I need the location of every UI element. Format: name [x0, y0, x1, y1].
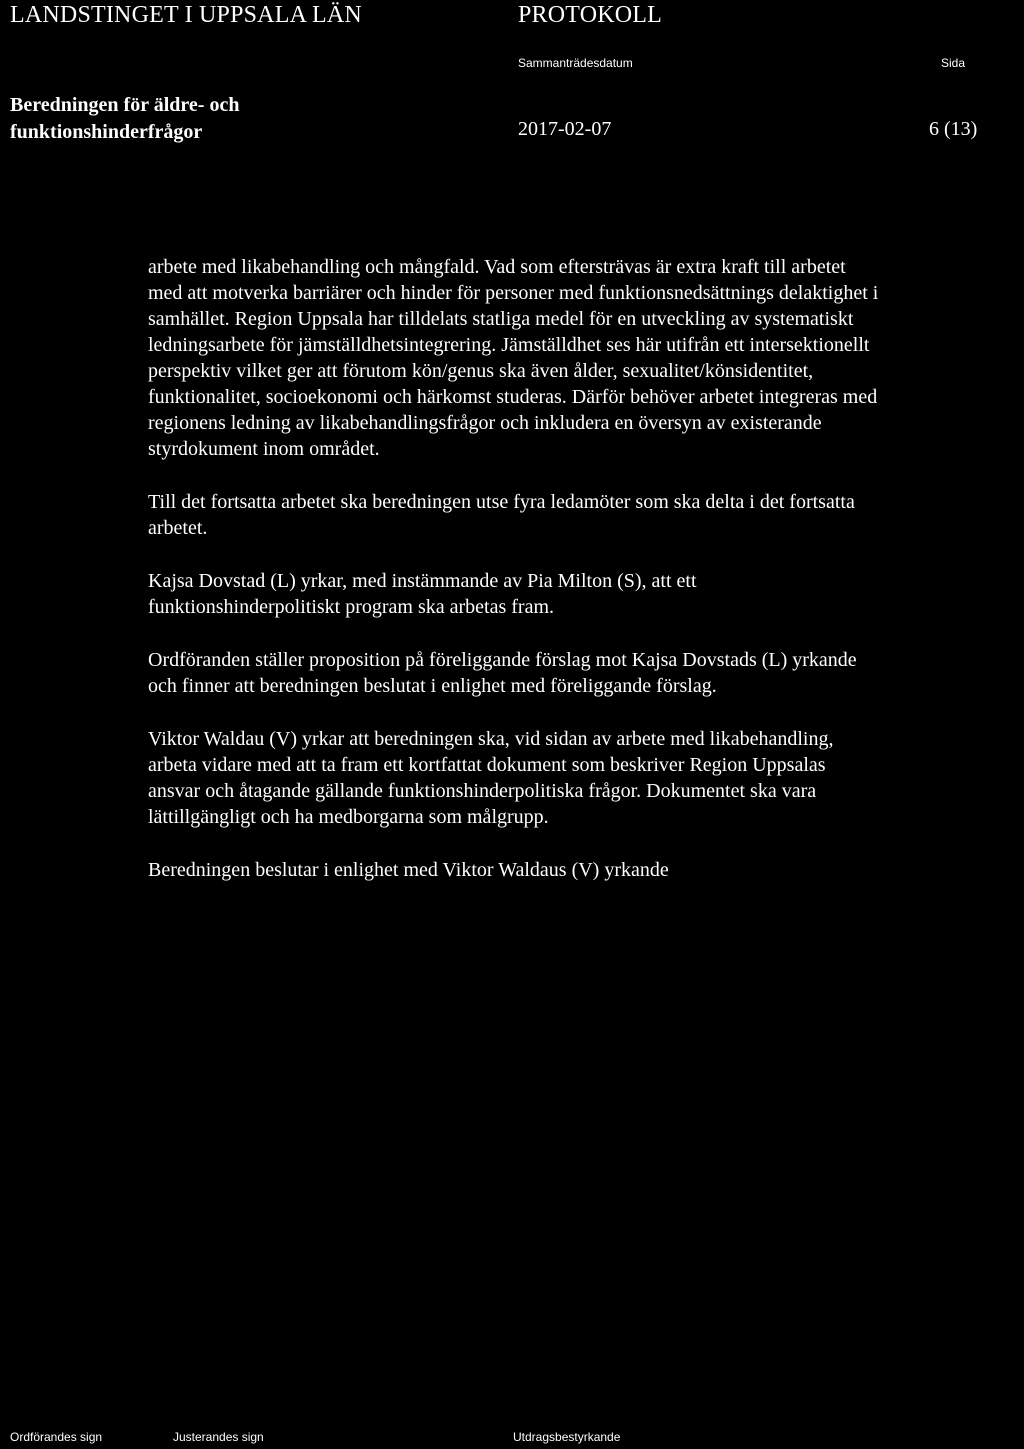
text-line: lättillgängligt och ha medborgarna som målgrupp. — [148, 806, 549, 828]
paragraph — [148, 254, 1018, 462]
page-label: Sida — [941, 56, 966, 70]
text-line: Kajsa Dovstad (L) yrkar, med instämmande av Pia Milton (S), att ett — [148, 570, 697, 592]
paragraph — [148, 726, 1018, 830]
committee-name-line-2: funktionshinderfrågor — [10, 121, 203, 143]
page-number: 6 (13) — [929, 118, 978, 140]
text-line: funktionshinderpolitiskt program ska arbetas fram. — [148, 596, 555, 618]
text-line: styrdokument inom området. — [148, 438, 380, 460]
text-line: ansvar och åtagande gällande funktionshinderpolitiska frågor. Dokumentet ska vara — [148, 780, 817, 802]
text-line: samhället. Region Uppsala har tilldelats statliga medel för en utveckling av systematiskt — [148, 308, 854, 330]
text-line: Viktor Waldau (V) yrkar att beredningen ska, vid sidan av arbete med likabehandling, — [148, 728, 834, 750]
text-line: med att motverka barriärer och hinder för personer med funktionsnedsättnings delaktighet i — [148, 282, 879, 304]
meeting-date-label: Sammanträdesdatum — [518, 56, 633, 70]
paragraph — [148, 489, 1018, 541]
committee-name-line-1: Beredningen för äldre- och — [10, 94, 240, 116]
text-line: Beredningen beslutar i enlighet med Viktor Waldaus (V) yrkande — [148, 859, 669, 881]
text-line: funktionalitet, socioekonomi och härkomst studeras. Därför behöver arbetet integreras med — [148, 386, 878, 408]
paragraph — [148, 857, 1018, 883]
document-type: PROTOKOLL — [518, 2, 663, 28]
text-line: och finner att beredningen beslutat i enlighet med föreliggande förslag. — [148, 675, 717, 697]
text-line: arbeta vidare med att ta fram ett kortfattat dokument som beskriver Region Uppsalas — [148, 754, 826, 776]
text-line: ledningsarbete för jämställdhetsintegrering. Jämställdhet ses här utifrån ett intersektionellt — [148, 334, 870, 356]
extract-certification-label: Utdragsbestyrkande — [513, 1430, 621, 1444]
paragraph — [148, 647, 1018, 699]
text-line: regionens ledning av likabehandlingsfrågor och inkludera en översyn av existerande — [148, 412, 822, 434]
meeting-date: 2017-02-07 — [518, 118, 612, 140]
chair-signature-label: Ordförandes sign — [10, 1430, 103, 1444]
text-line: Till det fortsatta arbetet ska beredningen utse fyra ledamöter som ska delta i det fortsatta — [148, 491, 855, 513]
text-line: Ordföranden ställer proposition på föreliggande förslag mot Kajsa Dovstads (L) yrkande — [148, 649, 857, 671]
text-line: perspektiv vilket ger att förutom kön/genus ska även ålder, sexualitet/könsidentitet, — [148, 360, 814, 382]
committee-name — [10, 92, 239, 146]
text-line: arbetet. — [148, 517, 208, 539]
organization-name: LANDSTINGET I UPPSALA LÄN — [10, 2, 362, 28]
protocol-body — [148, 254, 1018, 883]
adjuster-signature-label: Justerandes sign — [173, 1430, 264, 1444]
paragraph — [148, 568, 1018, 620]
text-line: arbete med likabehandling och mångfald. Vad som eftersträvas är extra kraft till arbetet — [148, 256, 846, 278]
